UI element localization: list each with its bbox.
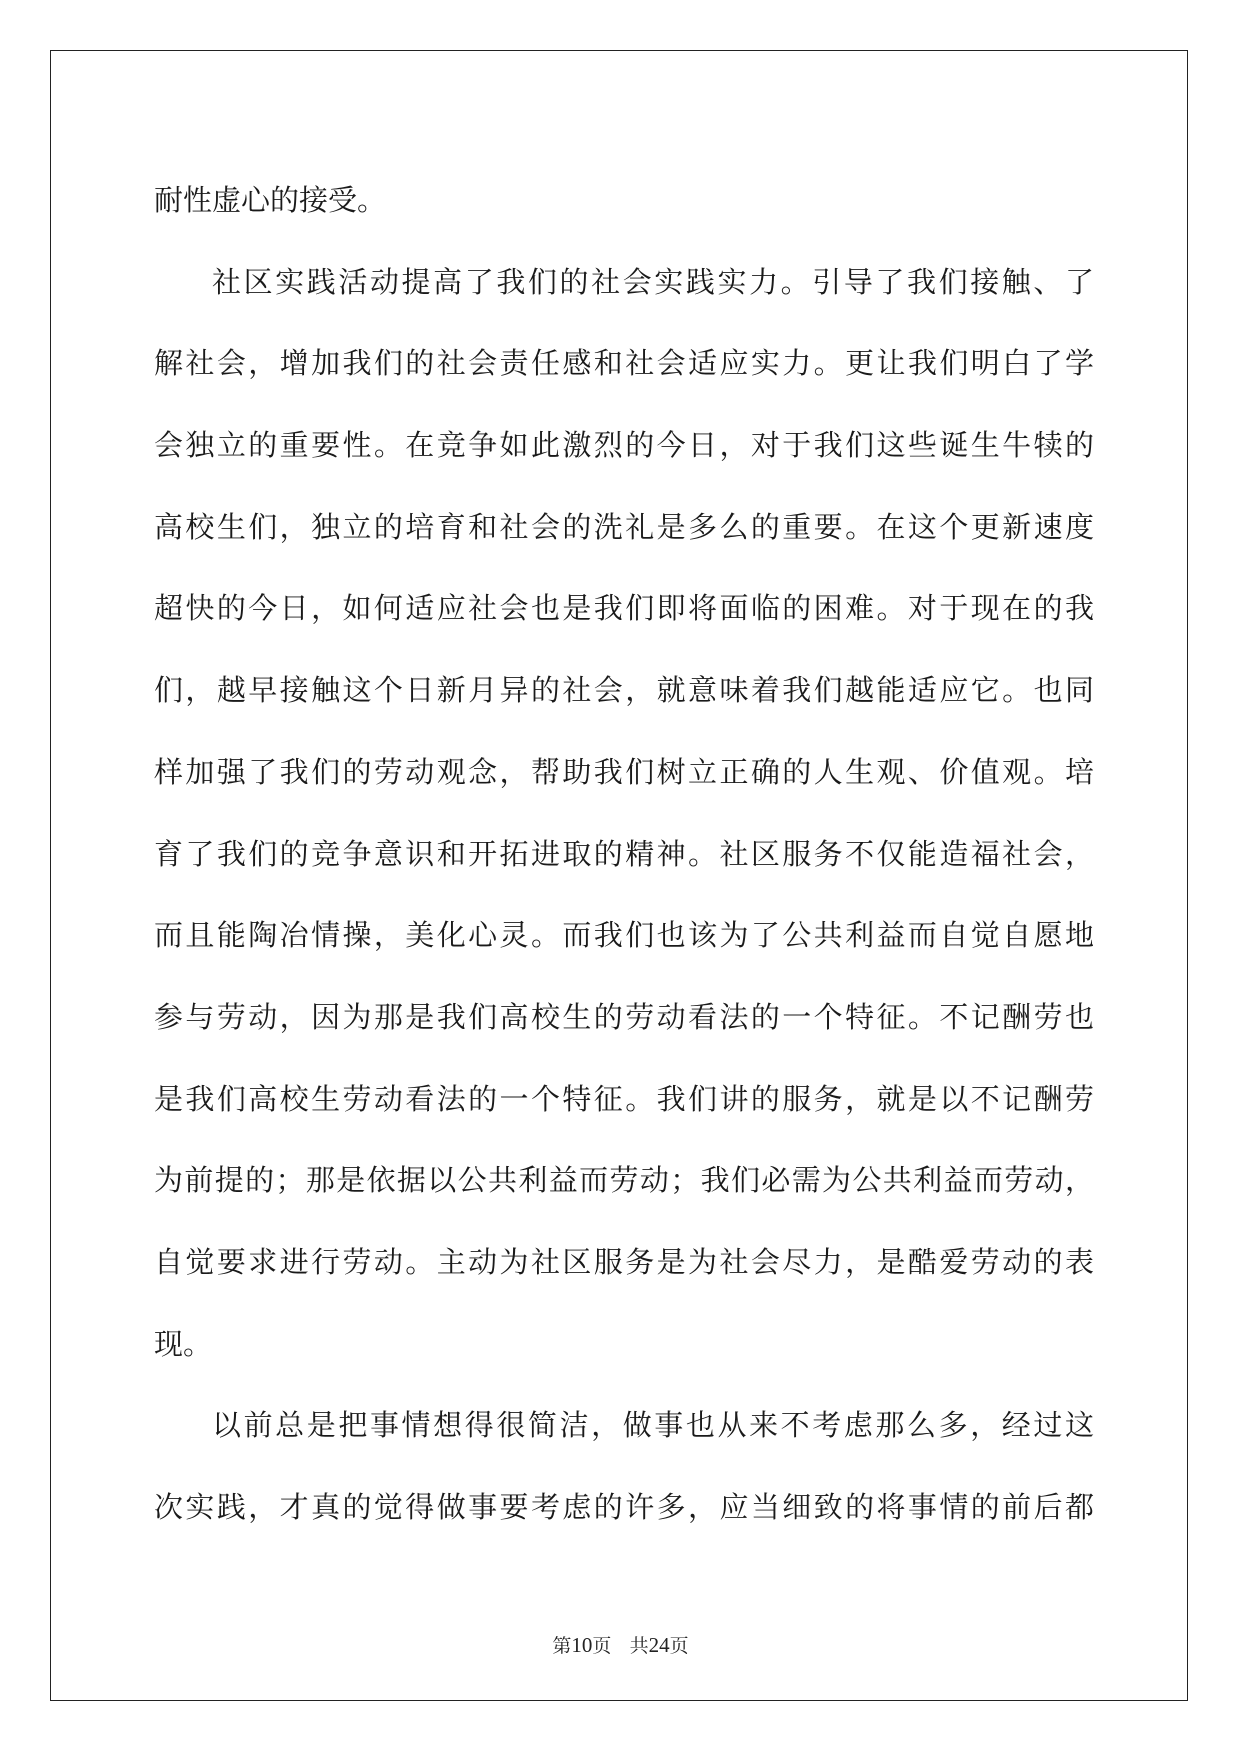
text-line: 样加强了我们的劳动观念，帮助我们树立正确的人生观、价值观。培 (154, 754, 1094, 789)
page-footer (0, 1631, 1241, 1658)
text-line: 现。 (154, 1326, 213, 1361)
text-line: 解社会，增加我们的社会责任感和社会适应实力。更让我们明白了学 (154, 346, 1094, 381)
footer-page-number: 10 (571, 1633, 593, 1657)
text-line: 超快的今日，如何适应社会也是我们即将面临的困难。对于现在的我 (154, 591, 1094, 626)
text-line: 以前总是把事情想得很简洁，做事也从来不考虑那么多，经过这 (212, 1408, 1094, 1443)
text-line: 会独立的重要性。在竞争如此激烈的今日，对于我们这些诞生牛犊的 (154, 428, 1094, 463)
footer-total-prefix: 共 (629, 1635, 649, 1657)
text-line: 为前提的；那是依据以公共利益而劳动；我们必需为公共利益而劳动， (154, 1163, 1094, 1198)
text-line: 自觉要求进行劳动。主动为社区服务是为社会尽力，是酷爱劳动的表 (154, 1244, 1094, 1279)
text-line: 耐性虚心的接受。 (154, 183, 387, 217)
text-line: 社区实践活动提高了我们的社会实践实力。引导了我们接触、了 (212, 264, 1094, 299)
footer-total-suffix: 页 (669, 1635, 689, 1657)
text-line: 次实践，才真的觉得做事要考虑的许多，应当细致的将事情的前后都 (154, 1490, 1094, 1524)
text-line: 而且能陶冶情操，美化心灵。而我们也该为了公共利益而自觉自愿地 (154, 918, 1094, 953)
text-line: 们，越早接触这个日新月异的社会，就意味着我们越能适应它。也同 (154, 673, 1094, 708)
document-body (154, 160, 1094, 1549)
footer-page-prefix: 第 (552, 1635, 572, 1657)
text-line: 参与劳动，因为那是我们高校生的劳动看法的一个特征。不记酬劳也 (154, 999, 1094, 1034)
footer-page-suffix: 页 (592, 1635, 612, 1657)
text-line: 是我们高校生劳动看法的一个特征。我们讲的服务，就是以不记酬劳 (154, 1081, 1094, 1116)
text-line: 育了我们的竞争意识和开拓进取的精神。社区服务不仅能造福社会， (154, 836, 1094, 871)
text-line: 高校生们，独立的培育和社会的洗礼是多么的重要。在这个更新速度 (154, 509, 1094, 544)
footer-total-pages: 24 (648, 1633, 670, 1657)
